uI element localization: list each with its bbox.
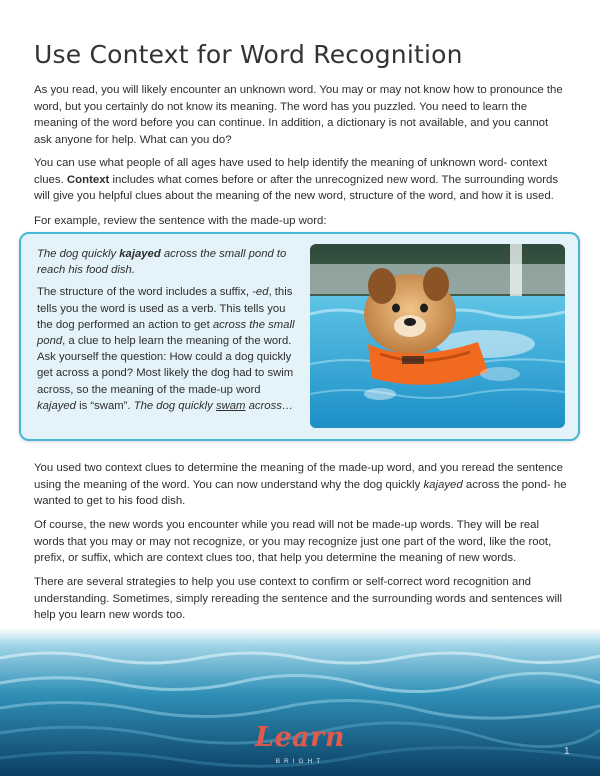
swam-word: swam <box>215 399 246 412</box>
suffix-term: -ed <box>252 286 269 299</box>
context-definition-paragraph <box>34 155 568 205</box>
dog-swimming-photo-icon <box>310 244 565 428</box>
page-number: 1 <box>564 746 570 757</box>
reread-text-a: The dog quickly <box>133 399 216 412</box>
exp-text-4: is “swam”. <box>75 399 134 412</box>
p2-text-a: You can use what people of all ages have used to help identify the meaning of unknown word- context clues. <box>34 157 548 186</box>
p2-text-b: includes what comes before or after the unrecognized new word. The surrounding words will give you helpful clues about the meaning of the new word, structure of the word, and how it is used. <box>34 173 559 203</box>
strategies-paragraph: There are several strategies to help you use context to confirm or self-correct word recognition and understanding. Sometimes, simply rereading the sentence and the surrounding words and sentences will help you learn new words too. <box>34 576 563 622</box>
p4-text-b: across the pond- he wanted to get to his food dish. <box>34 478 567 508</box>
page-title: Use Context for Word Recognition <box>34 40 463 69</box>
p4-made-up-word: kajayed <box>423 478 463 491</box>
made-up-word: kajayed <box>119 248 161 260</box>
real-words-paragraph: Of course, the new words you encounter while you read will not be made-up words. They will be real words that you may or may not recognize, or you may recognize just one part of the word, like the root, prefix, or suffix, which are context clues too, that help you determine the meaning of new words. <box>34 519 552 565</box>
learn-bright-logo <box>238 716 362 772</box>
logo-text: Learn <box>254 722 345 753</box>
example-text-a: The dog quickly <box>37 248 120 260</box>
example-callout-box <box>19 232 580 441</box>
callout-text <box>37 246 297 420</box>
reread-text-b: across… <box>245 399 294 412</box>
logo-tagline: BRIGHT <box>275 758 325 765</box>
made-up-word-ref: kajayed <box>37 399 76 412</box>
exp-text-2: , this tells you the word is used as a verb. This tells you the dog performed an action to get <box>37 286 293 331</box>
example-intro-paragraph: For example, review the sentence with the made-up word: <box>34 215 327 227</box>
clue-phrase: across the small pond <box>37 318 295 348</box>
context-term: Context <box>66 173 110 186</box>
example-sentence <box>37 246 297 278</box>
reread-sentence <box>134 400 293 412</box>
exp-text-3: , a clue to help learn the meaning of the word. Ask yourself the question: How could a dog quickly get across a pond? Most likely the dog had to swim across, so the meaning of the made-up word <box>37 335 294 396</box>
example-explanation <box>37 284 297 414</box>
reread-paragraph <box>34 460 568 510</box>
intro-paragraph: As you read, you will likely encounter an unknown word. You may or may not know how to pronounce the word, but you certainly do not know its meaning. The word has you puzzled. You need to learn the meaning of the word before you can continue. In addition, a dictionary is not available, and you cannot ask anyone for help. What can you do? <box>34 84 563 146</box>
example-text-b: across the small pond to reach his food dish. <box>37 248 287 277</box>
exp-text-1: The structure of the word includes a suffix, <box>37 286 253 299</box>
p4-text-a: You used two context clues to determine the meaning of the made-up word, and you reread the sentence using the meaning of the word. You can now understand why the dog quickly <box>34 462 563 491</box>
